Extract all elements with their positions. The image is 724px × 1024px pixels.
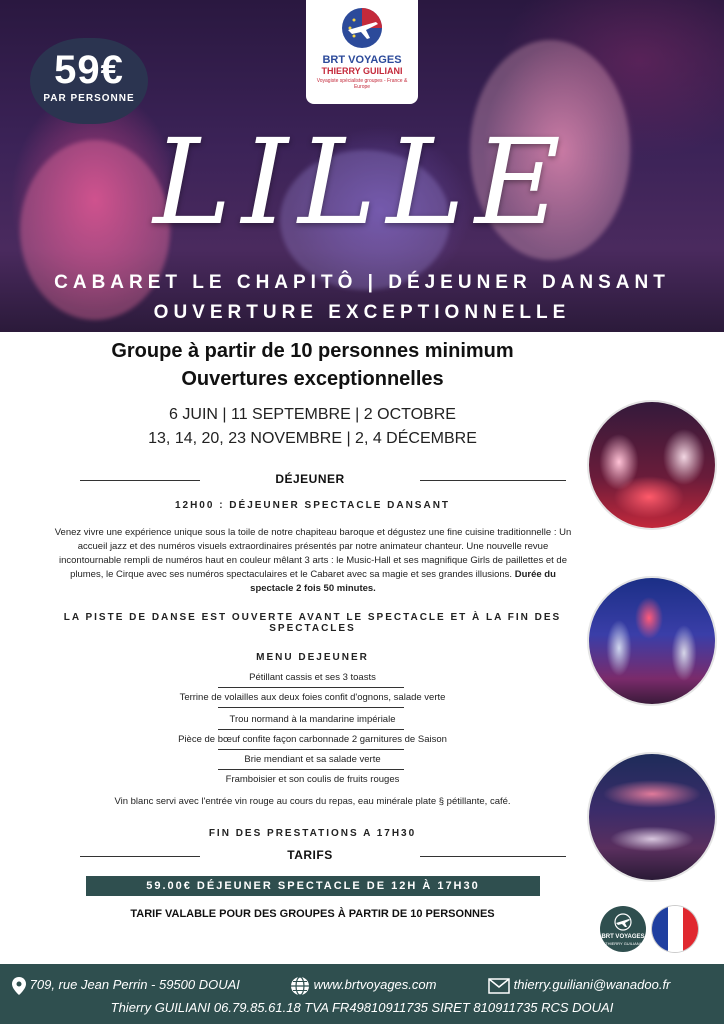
audience-dance-floor-photo xyxy=(589,754,715,880)
exceptional-openings-heading: Ouvertures exceptionnelles xyxy=(181,368,444,390)
brt-badge xyxy=(600,906,646,952)
menu-divider xyxy=(218,749,404,750)
city-title: LILLE xyxy=(153,113,571,251)
footer-legal: Thierry GUILIANI 06.79.85.61.18 TVA FR49810911735 SIRET 810911735 RCS DOUAI xyxy=(110,1000,614,1015)
menu-item: Pétillant cassis et ses 3 toasts xyxy=(249,672,376,683)
footer-address-text: 709, rue Jean Perrin - 59500 DOUAI xyxy=(29,977,240,992)
menu-title: MENU DEJEUNER xyxy=(256,652,369,663)
brand-logo xyxy=(306,0,418,104)
globe-plane-icon xyxy=(340,6,384,50)
menu-divider xyxy=(218,729,404,730)
end-of-services-note: FIN DES PRESTATIONS A 17H30 xyxy=(208,828,417,839)
logo-brand-text: BRT VOYAGES xyxy=(322,54,402,66)
dates-line-2: 13, 14, 20, 23 NOVEMBRE | 2, 4 DÉCEMBRE xyxy=(148,430,477,447)
show-description xyxy=(48,526,578,596)
menu-divider xyxy=(218,769,404,770)
hero-subtitle-1: CABARET LE CHAPITÔ | DÉJEUNER DANSANT xyxy=(54,272,670,293)
location-pin-icon xyxy=(12,977,26,995)
dejeuner-subtitle: 12H00 : DÉJEUNER SPECTACLE DANSANT xyxy=(174,500,451,511)
menu-item: Pièce de bœuf confite façon carbonnade 2 garnitures de Saison xyxy=(178,734,447,745)
dates-line-1: 6 JUIN | 11 SEPTEMBRE | 2 OCTOBRE xyxy=(169,406,456,423)
menu-item: Brie mendiant et sa salade verte xyxy=(244,754,381,765)
divider-line xyxy=(80,480,200,481)
french-flag-icon xyxy=(652,906,698,952)
logo-name-text: THIERRY GUILIANI xyxy=(321,66,403,76)
menu-divider xyxy=(218,687,404,688)
price-unit: PAR PERSONNE xyxy=(43,93,135,104)
footer-email[interactable] xyxy=(488,974,670,996)
divider-line xyxy=(420,480,566,481)
footer xyxy=(0,964,724,1024)
globe-plane-icon xyxy=(613,912,633,932)
flag-red-band xyxy=(683,906,698,952)
footer-website-text[interactable]: www.brtvoyages.com xyxy=(313,977,437,992)
envelope-icon xyxy=(488,978,510,994)
badge-name-text: THIERRY GUILIANI xyxy=(605,941,641,946)
hero-subtitle-2: OUVERTURE EXCEPTIONNELLE xyxy=(153,302,571,323)
tarif-price-bar: 59.00€ DÉJEUNER SPECTACLE DE 12H À 17H30 xyxy=(86,876,540,896)
flag-blue-band xyxy=(652,906,668,952)
menu-item: Framboisier et son coulis de fruits rouges xyxy=(225,774,400,785)
group-minimum-heading: Groupe à partir de 10 personnes minimum xyxy=(111,340,514,362)
globe-icon xyxy=(290,976,310,996)
footer-contacts xyxy=(0,974,724,998)
divider-line xyxy=(80,856,200,857)
menu-item: Terrine de volailles aux deux foies confit d'ognons, salade verte xyxy=(179,692,446,703)
menu-item: Trou normand à la mandarine impériale xyxy=(229,714,396,725)
cabaret-dancers-photo xyxy=(589,402,715,528)
footer-website[interactable] xyxy=(290,974,436,996)
footer-address xyxy=(12,974,240,996)
show-description-text: Venez vivre une expérience unique sous la toile de notre chapiteau baroque et dégustez une fine cuisine traditionnelle : Un accueil jazz et des numéros visuels extraordinaires présentés par notre animateur chanteur. Une nouvelle revue incontournable rempli de numéros haut en couleur mêlant 3 arts : le Music-Hall et ses magnifique Girls de paillettes et de plumes, le Cirque avec ses numéros spectaculaires et le Cabaret avec sa magie et ses grandes illusions. xyxy=(54,527,572,580)
menu-item: Vin blanc servi avec l'entrée vin rouge au cours du repas, eau minérale plate § pétillante, café. xyxy=(114,796,511,807)
tarif-note: TARIF VALABLE POUR DES GROUPES À PARTIR DE 10 PERSONNES xyxy=(130,908,495,920)
price-amount: 59€ xyxy=(54,48,124,92)
show-duration: Durée du spectacle 2 fois 50 minutes. xyxy=(250,569,556,594)
dejeuner-section-title: DÉJEUNER xyxy=(275,472,345,486)
logo-tagline: Voyagiste spécialiste groupes - France & Europe xyxy=(316,78,408,90)
hero-banner xyxy=(0,0,724,332)
menu-divider xyxy=(218,707,404,708)
dance-floor-note: LA PISTE DE DANSE EST OUVERTE AVANT LE SPECTACLE ET À LA FIN DES SPECTACLES xyxy=(63,612,562,634)
badge-brand-text: BRT VOYAGES xyxy=(601,934,645,940)
tarifs-section-title: TARIFS xyxy=(287,848,333,862)
footer-email-text[interactable]: thierry.guiliani@wanadoo.fr xyxy=(513,977,671,992)
divider-line xyxy=(420,856,566,857)
flag-white-band xyxy=(668,906,683,952)
dancing-couples-photo xyxy=(589,578,715,704)
